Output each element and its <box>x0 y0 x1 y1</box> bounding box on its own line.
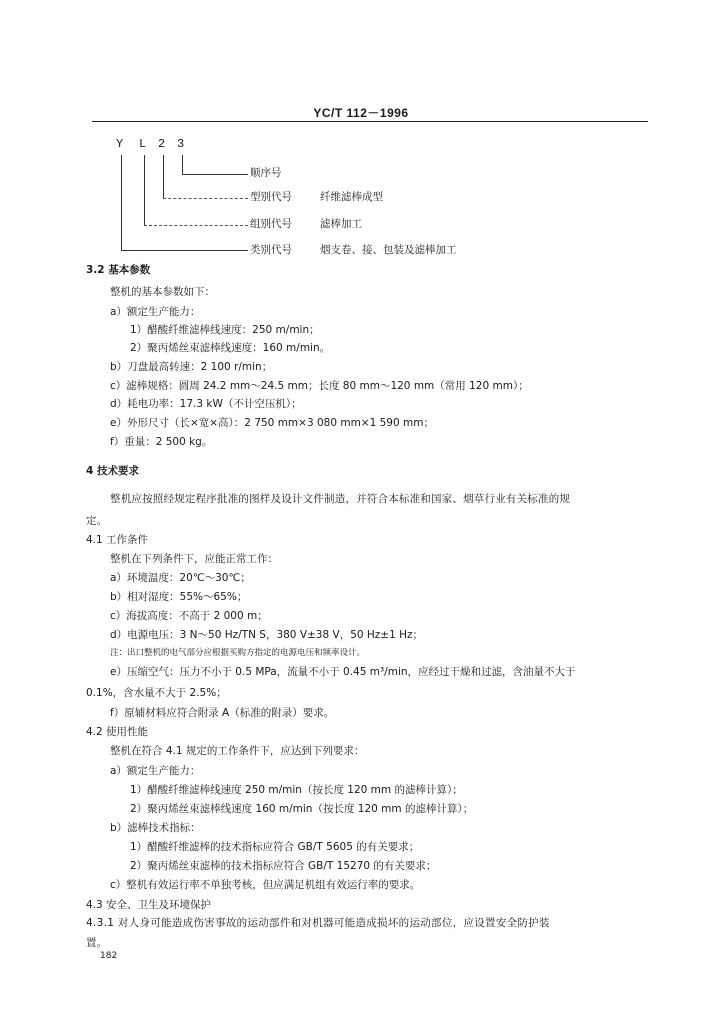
code-letter-y: Y <box>116 137 124 151</box>
para-4-3-1-line1: 4.3.1 对人身可能造成伤害事故的运动部件和对机器可能造成损坏的运动部位，应设置安全防护装 <box>86 917 550 929</box>
heading-4-3: 4.3 安全、卫生及环境保护 <box>86 899 212 911</box>
item-3-2-f: f）重量：2 500 kg。 <box>110 436 213 448</box>
item-4-1-c: c）海拔高度：不高于 2 000 m； <box>110 610 268 622</box>
para-4-1-intro: 整机在下列条件下，应能正常工作： <box>110 553 278 565</box>
connector-row-4 <box>121 250 248 251</box>
item-4-2-b1: 1）醋酸纤维滤棒的技术指标应符合 GB/T 5605 的有关要求； <box>130 841 420 853</box>
item-3-2-b: b）刀盘最高转速：2 100 r/min； <box>110 361 273 373</box>
item-3-2-a: a）额定生产能力： <box>110 306 201 318</box>
connector-row-3 <box>144 225 248 226</box>
header-rule <box>92 121 648 122</box>
code-label-2: 型别代号 <box>250 191 292 203</box>
code-letter-3: 3 <box>177 137 185 151</box>
item-3-2-e: e）外形尺寸（长×宽×高）：2 750 mm×3 080 mm×1 590 mm； <box>110 417 434 429</box>
page-header: YC/T 112－1996 <box>313 106 409 120</box>
item-3-2-d: d）耗电功率：17.3 kW（不计空压机）； <box>110 398 302 410</box>
connector-l <box>144 155 145 225</box>
note-4-1: 注：出口整机的电气部分应根据买购方指定的电源电压和频率设计。 <box>110 648 366 658</box>
connector-2 <box>163 155 164 198</box>
heading-4-2: 4.2 使用性能 <box>86 726 149 738</box>
heading-3-2: 3.2 基本参数 <box>86 264 151 276</box>
para-4-3-1-line2: 置。 <box>86 937 107 949</box>
item-4-1-d: d）电源电压：3 N～50 Hz/TN S，380 V±38 V，50 Hz±1 Hz； <box>110 629 424 641</box>
code-desc-4: 烟支卷、接、包装及滤棒加工 <box>320 244 457 256</box>
code-letter-2: 2 <box>158 137 166 151</box>
code-label-3: 组别代号 <box>250 218 292 230</box>
heading-4: 4 技术要求 <box>86 465 139 477</box>
para-4-2-intro: 整机在符合 4.1 规定的工作条件下，应达到下列要求： <box>110 745 365 757</box>
para-3-2-intro: 整机的基本参数如下： <box>110 286 215 298</box>
code-desc-2: 纤维滤棒成型 <box>320 191 383 203</box>
item-4-2-b: b）滤棒技术指标： <box>110 822 201 834</box>
para-4-line2: 定。 <box>86 515 107 527</box>
connector-row-1 <box>182 174 248 175</box>
page-number: 182 <box>100 951 118 961</box>
item-4-2-a2: 2）聚丙烯丝束滤棒线速度 160 m/min（按长度 120 mm 的滤棒计算）； <box>130 803 474 815</box>
item-4-1-e-cont: 0.1%，含水量不大于 2.5%； <box>86 687 227 699</box>
item-4-1-b: b）相对湿度：55%～65%； <box>110 591 248 603</box>
connector-3 <box>182 155 183 174</box>
item-3-2-a1: 1）醋酸纤维滤棒线速度：250 m/min； <box>130 324 320 336</box>
item-4-2-b2: 2）聚丙烯丝束滤棒的技术指标应符合 GB/T 15270 的有关要求； <box>130 860 437 872</box>
para-4-line1: 整机应按照经规定程序批准的图样及设计文件制造，并符合本标准和国家、烟草行业有关标准的规 <box>110 493 571 505</box>
item-4-1-e: e）压缩空气：压力不小于 0.5 MPa，流量不小于 0.45 m³/min，应经过干燥和过滤，含油量不大于 <box>110 666 576 678</box>
code-label-1: 顺序号 <box>250 167 282 179</box>
item-4-1-f: f）原辅材料应符合附录 A（标准的附录）要求。 <box>110 707 335 719</box>
code-label-4: 类别代号 <box>250 244 292 256</box>
code-letter-l: L <box>139 137 147 151</box>
connector-y <box>121 155 122 250</box>
item-4-2-c: c）整机有效运行率不单独考核，但应满足机组有效运行率的要求。 <box>110 879 421 891</box>
item-4-2-a1: 1）醋酸纤维滤棒线速度 250 m/min（按长度 120 mm 的滤棒计算）； <box>130 784 463 796</box>
item-4-1-a: a）环境温度：20℃～30℃； <box>110 572 251 584</box>
item-3-2-c: c）滤棒规格：圆周 24.2 mm～24.5 mm；长度 80 mm～120 mm（常用 120 mm）； <box>110 380 529 392</box>
heading-4-1: 4.1 工作条件 <box>86 534 149 546</box>
item-3-2-a2: 2）聚丙烯丝束滤棒线速度：160 m/min。 <box>130 342 331 354</box>
code-desc-3: 滤棒加工 <box>320 218 362 230</box>
connector-row-2 <box>163 198 248 199</box>
item-4-2-a: a）额定生产能力： <box>110 765 201 777</box>
